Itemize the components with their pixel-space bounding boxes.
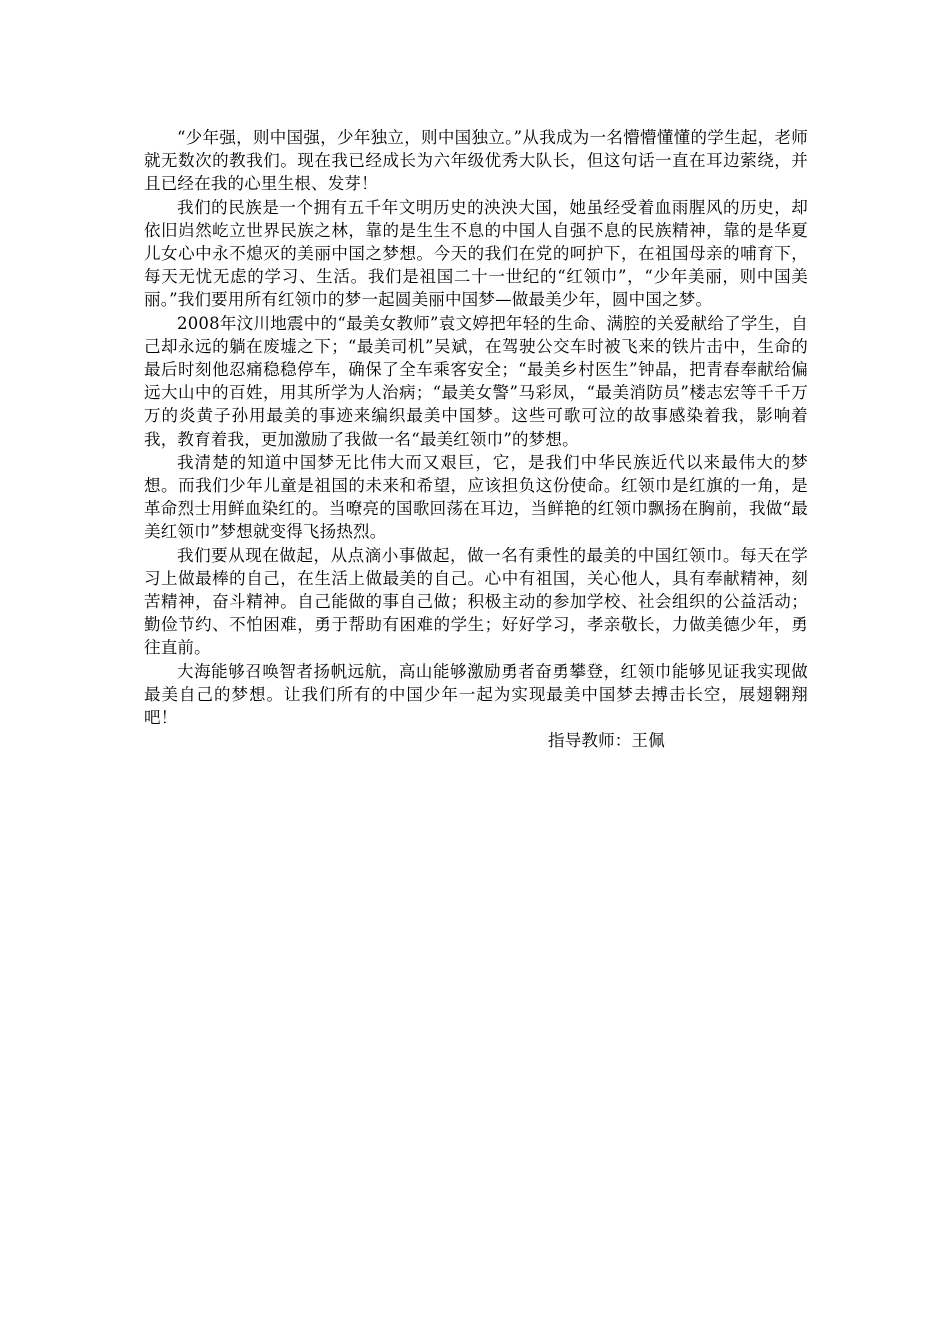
paragraph-4: 我清楚的知道中国梦无比伟大而又艰巨，它，是我们中华民族近代以来最伟大的梦想。而我们少年儿童是祖国的未来和希望，应该担负这份使命。红领巾是红旗的一角，是革命烈士用鲜血染红的。当嘹亮的国歌回荡在耳边，当鲜艳的红领巾飘扬在胸前，我做“最美红领巾”梦想就变得飞扬热烈。 <box>144 452 808 542</box>
paragraph-3: 2008年汶川地震中的“最美女教师”袁文婷把年轻的生命、满腔的关爱献给了学生，自己却永远的躺在废墟之下；“最美司机”吴斌，在驾驶公交车时被飞来的铁片击中，生命的最后时刻他忍痛稳稳停车，确保了全车乘客安全；“最美乡村医生”钟晶，把青春奉献给偏远大山中的百姓，用其所学为人治病；“最美女警”马彩凤，“最美消防员”楼志宏等千千万万的炎黄子孙用最美的事迹来编织最美中国梦。这些可歌可泣的故事感染着我，影响着我，教育着我，更加激励了我做一名“最美红领巾”的梦想。 <box>144 313 808 449</box>
paragraph-5: 我们要从现在做起，从点滴小事做起，做一名有秉性的最美的中国红领巾。每天在学习上做最棒的自己，在生活上做最美的自己。心中有祖国，关心他人，具有奉献精神，刻苦精神，奋斗精神。自己能做的事自己做；积极主动的参加学校、社会组织的公益活动；勤俭节约、不怕困难，勇于帮助有困难的学生；好好学习，孝亲敬长，力做美德少年，勇往直前。 <box>144 545 808 658</box>
paragraph-2: 我们的民族是一个拥有五千年文明历史的泱泱大国，她虽经受着血雨腥风的历史，却依旧岿然屹立世界民族之林，靠的是生生不息的中国人自强不息的民族精神，靠的是华夏儿女心中永不熄灭的美丽中国之梦想。今天的我们在党的呵护下，在祖国母亲的哺育下，每天无忧无虑的学习、生活。我们是祖国二十一世纪的“红领巾”，“少年美丽，则中国美丽。”我们要用所有红领巾的梦一起圆美丽中国梦—做最美少年，圆中国之梦。 <box>144 197 808 310</box>
paragraph-1: “少年强，则中国强，少年独立，则中国独立。”从我成为一名懵懵懂懂的学生起，老师就无数次的教我们。现在我已经成长为六年级优秀大队长，但这句话一直在耳边萦绕，并且已经在我的心里生根、发芽！ <box>144 128 808 194</box>
essay-body <box>144 126 808 752</box>
paragraph-6: 大海能够召唤智者扬帆远航，高山能够激励勇者奋勇攀登，红领巾能够见证我实现做最美自己的梦想。让我们所有的中国少年一起为实现最美中国梦去搏击长空，展翅翱翔吧！ <box>144 661 808 728</box>
instructor-signature: 指导教师：王佩 <box>548 731 665 751</box>
